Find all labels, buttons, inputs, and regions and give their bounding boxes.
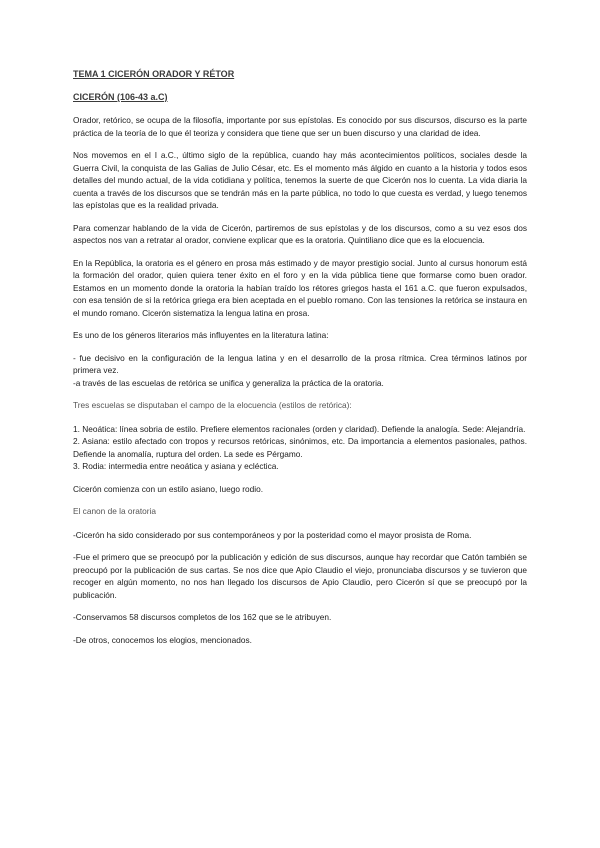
list-item: -a través de las escuelas de retórica se unifica y generaliza la práctica de la oratoria.: [73, 377, 384, 388]
schools-heading: Tres escuelas se disputaban el campo de la elocuencia (estilos de retórica):: [73, 400, 352, 410]
schools-list: [73, 423, 527, 473]
list-item: 2. Asiana: estilo afectado con tropos y recursos retóricas, sinónimos, etc. Da importancia a elementos pasionales, pathos. Defiende la anomalía, ruptura del orden. La sede es Pérgamo.: [73, 436, 527, 459]
list-item: 3. Rodia: intermedia entre neoática y asiana y ecléctica.: [73, 461, 279, 471]
paragraph-context: Nos movemos en el I a.C., último siglo de la república, cuando hay más acontecimientos políticos, sociales desde la Guerra Civil, la conquista de las Galias de Julio César, etc. Es el momento más álgido en cuanto a la historia y todos esos detalles del mundo actual, de la vida cotidiana y política, tenemos la suerte de que Cicerón nos lo cuenta. La vida diaria la cuenta a través de los discursos que se tendrán más en la parte pública, no todo lo que cuesta es verdad, y luego tenemos las epístolas que es la realidad privada.: [73, 150, 527, 210]
paragraph-oratory: Para comenzar hablando de la vida de Cicerón, partiremos de sus epístolas y de los discursos, como a su vez esos dos aspectos nos van a retratar al orador, conviene explicar que es la oratoria. Quintiliano dice que es la elocuencia.: [73, 222, 527, 245]
list-item: 1. Neoática: línea sobria de estilo. Prefiere elementos racionales (orden y claridad). Defiende la analogía. Sede: Alejandría.: [73, 423, 526, 434]
paragraph-style: Cicerón comienza con un estilo asiano, luego rodio.: [73, 483, 264, 494]
document-subtitle: CICERÓN (106-43 a.C): [73, 92, 168, 102]
paragraph-republic: En la República, la oratoria es el género en prosa más estimado y de mayor prestigio social. Junto al cursus honorum está la formación del orador, quien quiera tener éxito en el foro y en la vida pública tiene que formarse como buen orador. Estamos en un momento donde la oratoria la habían traído los rétores griegos hasta el 161 a.C. que fueron expulsados, con esa tensión de si la retórica griega era bien aceptada en el pueblo romano. Con las tensiones la retórica se instaura en el mundo romano. Cicerón sistematiza la lengua latina en prosa.: [73, 257, 527, 318]
canon-item: -Fue el primero que se preocupó por la publicación y edición de sus discursos, aunque hay recordar que Catón también se preocupó por la publicación de sus cartas. Se nos dice que Apio Claudio el viejo, pronunciaba discursos y se tuvieron que recoger en algún momento, no nos han llegado los discursos de Apio Claudio, pero Cicerón sí que se preocupó por la publicación.: [73, 552, 527, 600]
canon-item: -Conservamos 58 discursos completos de los 162 que se le atribuyen.: [73, 612, 332, 622]
paragraph-intro: Orador, retórico, se ocupa de la filosofía, importante por sus epístolas. Es conocido por sus discursos, discurso es la parte práctica de la teoría de lo que él teoriza y considera que tiene que ser un buen discurso y una claridad de idea.: [73, 115, 527, 138]
canon-heading: El canon de la oratoria: [73, 506, 157, 516]
canon-item: -Cicerón ha sido considerado por sus contemporáneos y por la posteridad como el mayor prosista de Roma.: [73, 529, 472, 540]
document-title: TEMA 1 CICERÓN ORADOR Y RÉTOR: [73, 69, 235, 79]
canon-item: -De otros, conocemos los elogios, mencionados.: [73, 634, 252, 645]
paragraph-genre: Es uno de los géneros literarios más influyentes en la literatura latina:: [73, 330, 329, 340]
influence-list: [73, 352, 527, 390]
document-page: [73, 68, 527, 656]
list-item: - fue decisivo en la configuración de la lengua latina y en el desarrollo de la prosa rítmica. Crea términos latinos por primera vez.: [73, 352, 527, 375]
